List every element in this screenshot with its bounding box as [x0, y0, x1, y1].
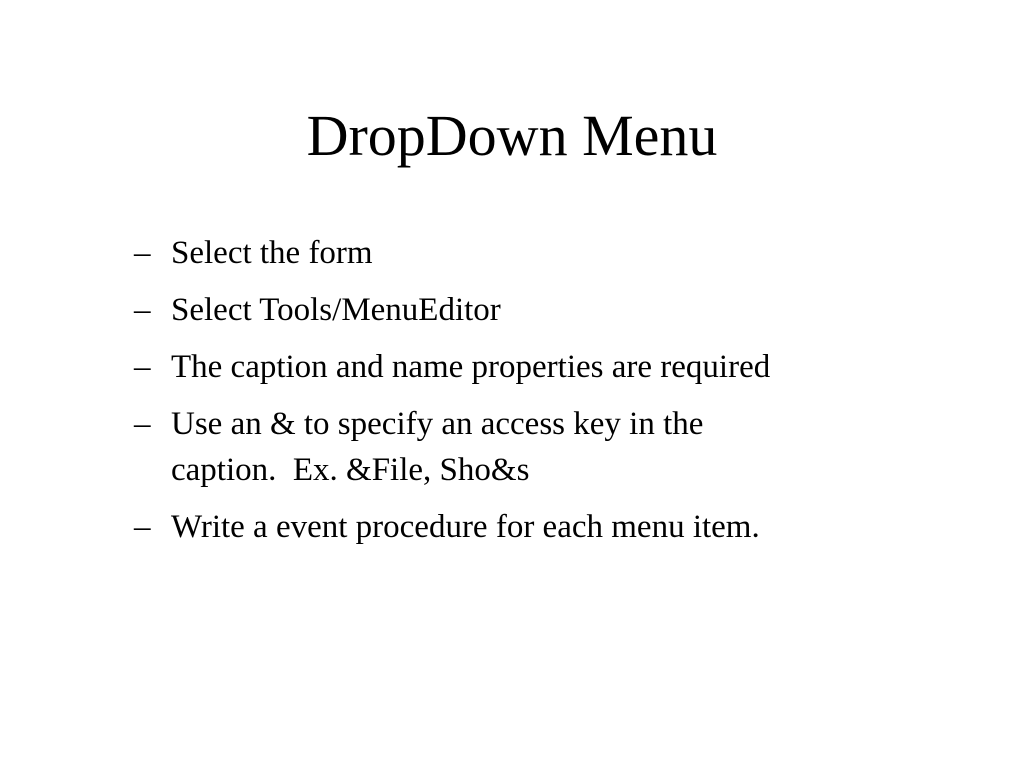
bullet-item-caption-name [134, 344, 934, 390]
dash-bullet-icon: – [134, 292, 151, 328]
bullet-item-event-procedure [134, 504, 934, 550]
bullet-text [171, 504, 934, 550]
bullet-line: Use an & to specify an access key in the [171, 406, 704, 442]
bullet-line: caption. Ex. &File, Sho&s [171, 452, 530, 488]
slide-title: DropDown Menu [306, 103, 718, 168]
bullet-line: Select Tools/MenuEditor [171, 292, 501, 328]
bullet-text [171, 401, 934, 493]
dash-bullet-icon: – [134, 509, 151, 545]
dash-bullet-icon: – [134, 406, 151, 442]
bullet-item-access-key [134, 401, 934, 493]
bullet-text [171, 287, 934, 333]
bullet-text [171, 344, 934, 390]
bullet-list [134, 230, 934, 561]
bullet-item-select-tools [134, 287, 934, 333]
bullet-line: The caption and name properties are required [171, 349, 771, 385]
bullet-text [171, 230, 934, 276]
dash-bullet-icon: – [134, 349, 151, 385]
bullet-line: Select the form [171, 235, 373, 271]
bullet-line: Write a event procedure for each menu item. [171, 509, 760, 545]
dash-bullet-icon: – [134, 235, 151, 271]
bullet-item-select-form [134, 230, 934, 276]
